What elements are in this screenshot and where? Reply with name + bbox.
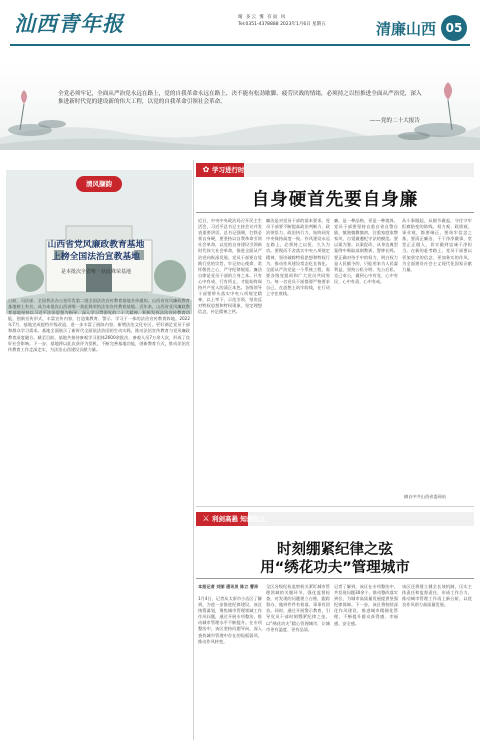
learning-source: 摘自中共山西省委网站 [404, 494, 446, 499]
learning-section-label: 学习进行时 [212, 166, 245, 174]
page-number-badge: 05 [441, 15, 467, 41]
theme-byline: 本报记者 刘丽 通讯员 陈立 曹沛 [198, 584, 259, 589]
newspaper-logo: 汕西青年报 [14, 11, 124, 36]
date-line: Tel:0351-4378888 2023年1月6日 星期五 [238, 22, 326, 27]
learning-col-1: 近日，中央中央政治局召开民主生活会，习近平总书记主持会议并发表重要讲话。总书记强调，打铁必须自身硬，要坚持以自我革命引领社会革命，以党的自身建设引领新时代伟大社会革命，推进全面从严治党向纵深发展。党员干部要自觉践行党的宗旨，牢记初心使命，常怀敬畏之心，严守纪律规矩。廉洁自律是党员干部的立身之本。只有心中有戒、行有所止，才能始终保持共产党人的清正本色。各级领导干部要带头落实中央八项规定精神，以上率下，示范引领，坚决反对特权思想和特权现象，坚定理想信念，补足精神之钙。 [198, 218, 262, 315]
quote-source: ——党的二十大报告 [369, 118, 420, 124]
edition-title: 清廉山西 [376, 20, 437, 38]
learning-col-4: 从小事做起，从细节做起，守住守牢拒腐防变的防线。权力观、政绩观、事业观，都要端正，要筑牢信念之基，要清正廉洁，干干净净做事，堂堂正正做人，切实做到忠诚干净担当。在新的赶考路上，党员干部要以更加坚定的信念、更加务实的作风，为全面建设社会主义现代化国家贡献力量。 [402, 218, 472, 272]
left-headline-line2: 上榜全国法治宣教基地 [52, 252, 140, 262]
theme-col-3: 记者了解到，该区在专项整治中，共发现问题30余个，推动整改落实到位，为城市高质量发展提供坚强纪律保障。下一步，该区将持续深化作风建设，推进城市精细化管理，不断提升群众获得感、幸福感、安全感。 [334, 584, 398, 626]
theme-col-1: 1月4日，记者从太原市小店区了解到，为进一步推进纪律建设，该区统筹谋划，聚焦城市管理领域工作作风问题，通过开展专项整治，推动城市管理水平不断提升。在专项整治中，该区坚持问题导向，深入查找城市管理中存在的短板弱项，推动作风转变。 [198, 596, 262, 644]
masthead-rule [10, 44, 470, 46]
masthead [0, 0, 480, 58]
quote-banner [0, 60, 480, 150]
left-subheadline: 是本批次全省唯一获此殊荣基地 [60, 269, 131, 275]
bell-icon: ✿ [202, 165, 210, 174]
headline-rule [196, 212, 474, 213]
quote-text: 全党必须牢记，全面从严治党永远在路上，党的自我革命永远在路上，决不能有松劲歇脚、疲劳厌战的情绪，必须持之以恒推进全面从严治党，深入推进新时代党的建设新的伟大工程，以党的自我革命引领社会革命。 [58, 91, 422, 105]
column-divider [193, 160, 194, 740]
learning-headline: 自身硬首先要自身廉 [251, 190, 419, 210]
left-headline-line1: 山西省党风廉政教育基地 [47, 240, 145, 250]
theme-section-label: 利剑高悬 知规知止 [212, 515, 267, 523]
learning-section-bar [196, 163, 474, 177]
learning-col-3: 廉，是一种品格，更是一种境界。党员干部要坚持自重自省自警自励，慎独慎微慎初，注重家庭家教家风，自觉做遵纪守法的模范。要以案为鉴、以案促改，从身边典型案例中吸取深刻教训，警钟长鸣。要正确对待手中的权力，明白权力是人民赋予的，只能用来为人民谋利益，坚持公私分明、先公后私、克己奉公，做到心中有党、心中有民、心中有责、心中有戒。 [334, 218, 398, 284]
left-article-body: 日前，司法部、全国普法办公室印发第二批全国法治宣传教育基地名单通知，山西省党风廉政教育基地榜上有名，成为本批次山西省唯一获此殊荣的法治宣传教育基地。近年来，山西省党风廉政教育基地坚持以习近平法治思想为指导，深入学习贯彻党的二十大精神，积极发挥法治宣传教育功能，创新宣传形式，丰富宣传内容，打造集教育、警示、学习于一体的法治宣传教育阵地。2022年7月，基地完成提档升级改造，进一步丰富了展陈内容，新增法治文化专区，更好满足党员干部和群众学习需求。基地全面展示了新时代全面依法治国的生动实践，推动法治宣传教育与党风廉政教育深度融合。截至目前，基地共接待参观学习团体2600余批次、参观人员7万余人次，形成了良好社会影响。下一步，基地将以此次获评为契机，不断完善基地功能，创新教育方式，推动法治宣传教育工作走深走实，为法治山西建设贡献力量。 [8, 298, 190, 352]
theme-section-bar [196, 512, 474, 526]
theme-col-2: 全区各级纪检监察机关紧盯城市管理领域的关键环节，强化监督检查，对发现的问题建立台账，跟踪督办，做到件件有着落、事事有回音。同时，通过开展警示教育，引导党员干部时刻绷紧纪律之弦，以“绣花功夫”精心管理城市，让城市更有温度、更有品质。 [266, 584, 330, 632]
theme-headline-line1: 时刻绷紧纪律之弦 [277, 542, 393, 558]
theme-headline-line2: 用“绣花功夫”管理城市 [260, 560, 410, 576]
theme-headline-rule [196, 578, 474, 579]
column-badge: 清风撷韵 [76, 176, 122, 192]
section-divider [196, 506, 474, 507]
theme-col-4: 该区还将建立健全长效机制，压实主体责任和监督责任，形成工作合力，推动城市管理工作再上新台阶，以优良作风助力高质量发展。 [402, 584, 472, 608]
sword-icon: ⚔ [202, 514, 210, 523]
learning-col-2: 廉洁是对党员干部的基本要求。党员干部要不断提高政治判断力、政治领悟力、政治执行力，始终同党中央保持高度一致。作风建设永远在路上，必须持之以恒、久久为功。要锲而不舍落实中央八项规定精神，坚决破除特权思想和特权行为，推动作风建设常态化长效化。全面从严治党是一个系统工程，需要各级党组织和广大党员共同努力。每一名党员干部都要严格要求自己，在思想上筑牢防线，在行动上守住底线。 [266, 218, 330, 297]
masthead-meta [238, 14, 370, 28]
weather-line: 晴 多云 雾 有雨 风 [238, 15, 287, 20]
